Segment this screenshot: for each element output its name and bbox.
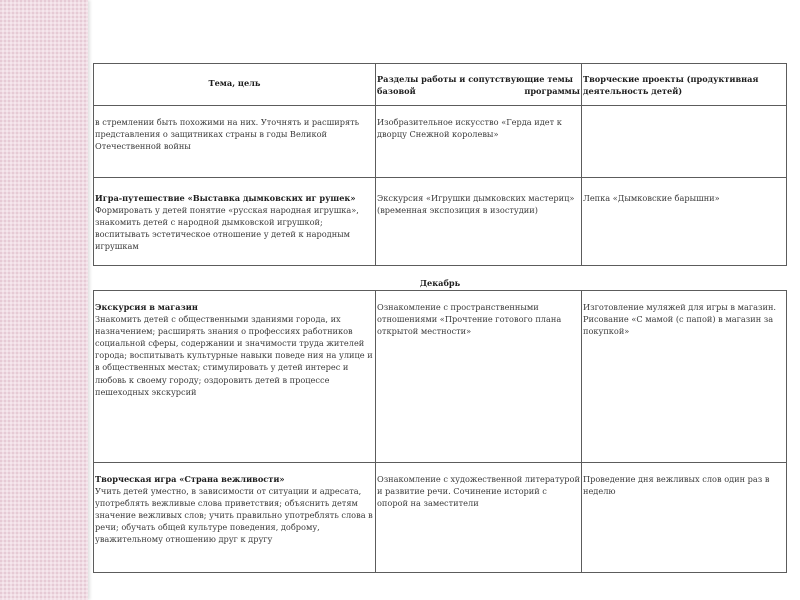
topic-title: Экскурсия в магазин	[95, 302, 198, 312]
projects-cell: Лепка «Дымковские барышни»	[582, 178, 787, 266]
header-projects: Творческие проекты (продуктивная деятельность детей)	[582, 64, 787, 106]
sections-cell: Экскурсия «Игрушки дымковских мастериц» (временная экспозиция в изостудии)	[376, 178, 582, 266]
topic-text: в стремлении быть похожими на них. Уточнять и расширять представления о защитниках страны в годы Великой Отечественной войны	[95, 117, 360, 152]
sections-cell: Изобразительное искусство «Герда идет к дворцу Снежной королевы»	[376, 106, 582, 178]
decorative-side-strip	[0, 0, 88, 600]
topic-text: Формировать у детей понятие «русская народная игрушка», знакомить детей с народной дымковской игрушкой; воспитывать эстетическое отношение у детей к народным игрушкам	[95, 205, 359, 252]
topic-cell	[94, 106, 376, 178]
topic-title: Творческая игра «Страна вежливости»	[95, 474, 285, 484]
topic-title: Игра-путешествие «Выставка дымковских иг рушек»	[95, 193, 356, 203]
table-row	[94, 463, 787, 573]
month-label: Декабрь	[94, 266, 787, 291]
header-sections: Разделы работы и сопутствующие темы базовой программы	[376, 64, 582, 106]
table-row	[94, 106, 787, 178]
topic-text: Знакомить детей с общественными зданиями города, их назначением; расширять знания о профессиях работников социальной сферы, содержании и значимости труда жителей города; воспитывать культурные навыки поведе ния на улице и в общественных местах; стимулировать у детей интерес и любовь к своему городу; оздоровить детей в процессе пешеходных экскурсий	[95, 314, 373, 397]
topic-text: Учить детей уместно, в зависимости от ситуации и адресата, употреблять вежливые слова приветствия; объяснить детям значение вежливых слов; учить правильно употреблять слова в речи; обучать общей культуре поведения, доброму, уважительному отношению друг к другу	[95, 486, 373, 545]
project-line: Рисование «С мамой (с папой) в магазин за покупкой»	[583, 314, 774, 337]
topic-cell	[94, 291, 376, 463]
sections-cell: Ознакомление с художественной литературой и развитие речи. Сочинение историй с опорой на заместители	[376, 463, 582, 573]
month-row	[94, 266, 787, 291]
header-topic: Тема, цель	[94, 64, 376, 106]
projects-cell	[582, 106, 787, 178]
projects-cell: Проведение дня вежливых слов один раз в неделю	[582, 463, 787, 573]
topic-cell	[94, 463, 376, 573]
table-row	[94, 178, 787, 266]
project-line: Изготовление муляжей для игры в магазин.	[583, 302, 777, 312]
projects-cell	[582, 291, 787, 463]
plan-table	[93, 63, 787, 573]
table-header-row	[94, 64, 787, 106]
topic-cell	[94, 178, 376, 266]
table-row	[94, 291, 787, 463]
sections-cell: Ознакомление с пространственными отношениями «Прочтение готового плана открытой местности»	[376, 291, 582, 463]
